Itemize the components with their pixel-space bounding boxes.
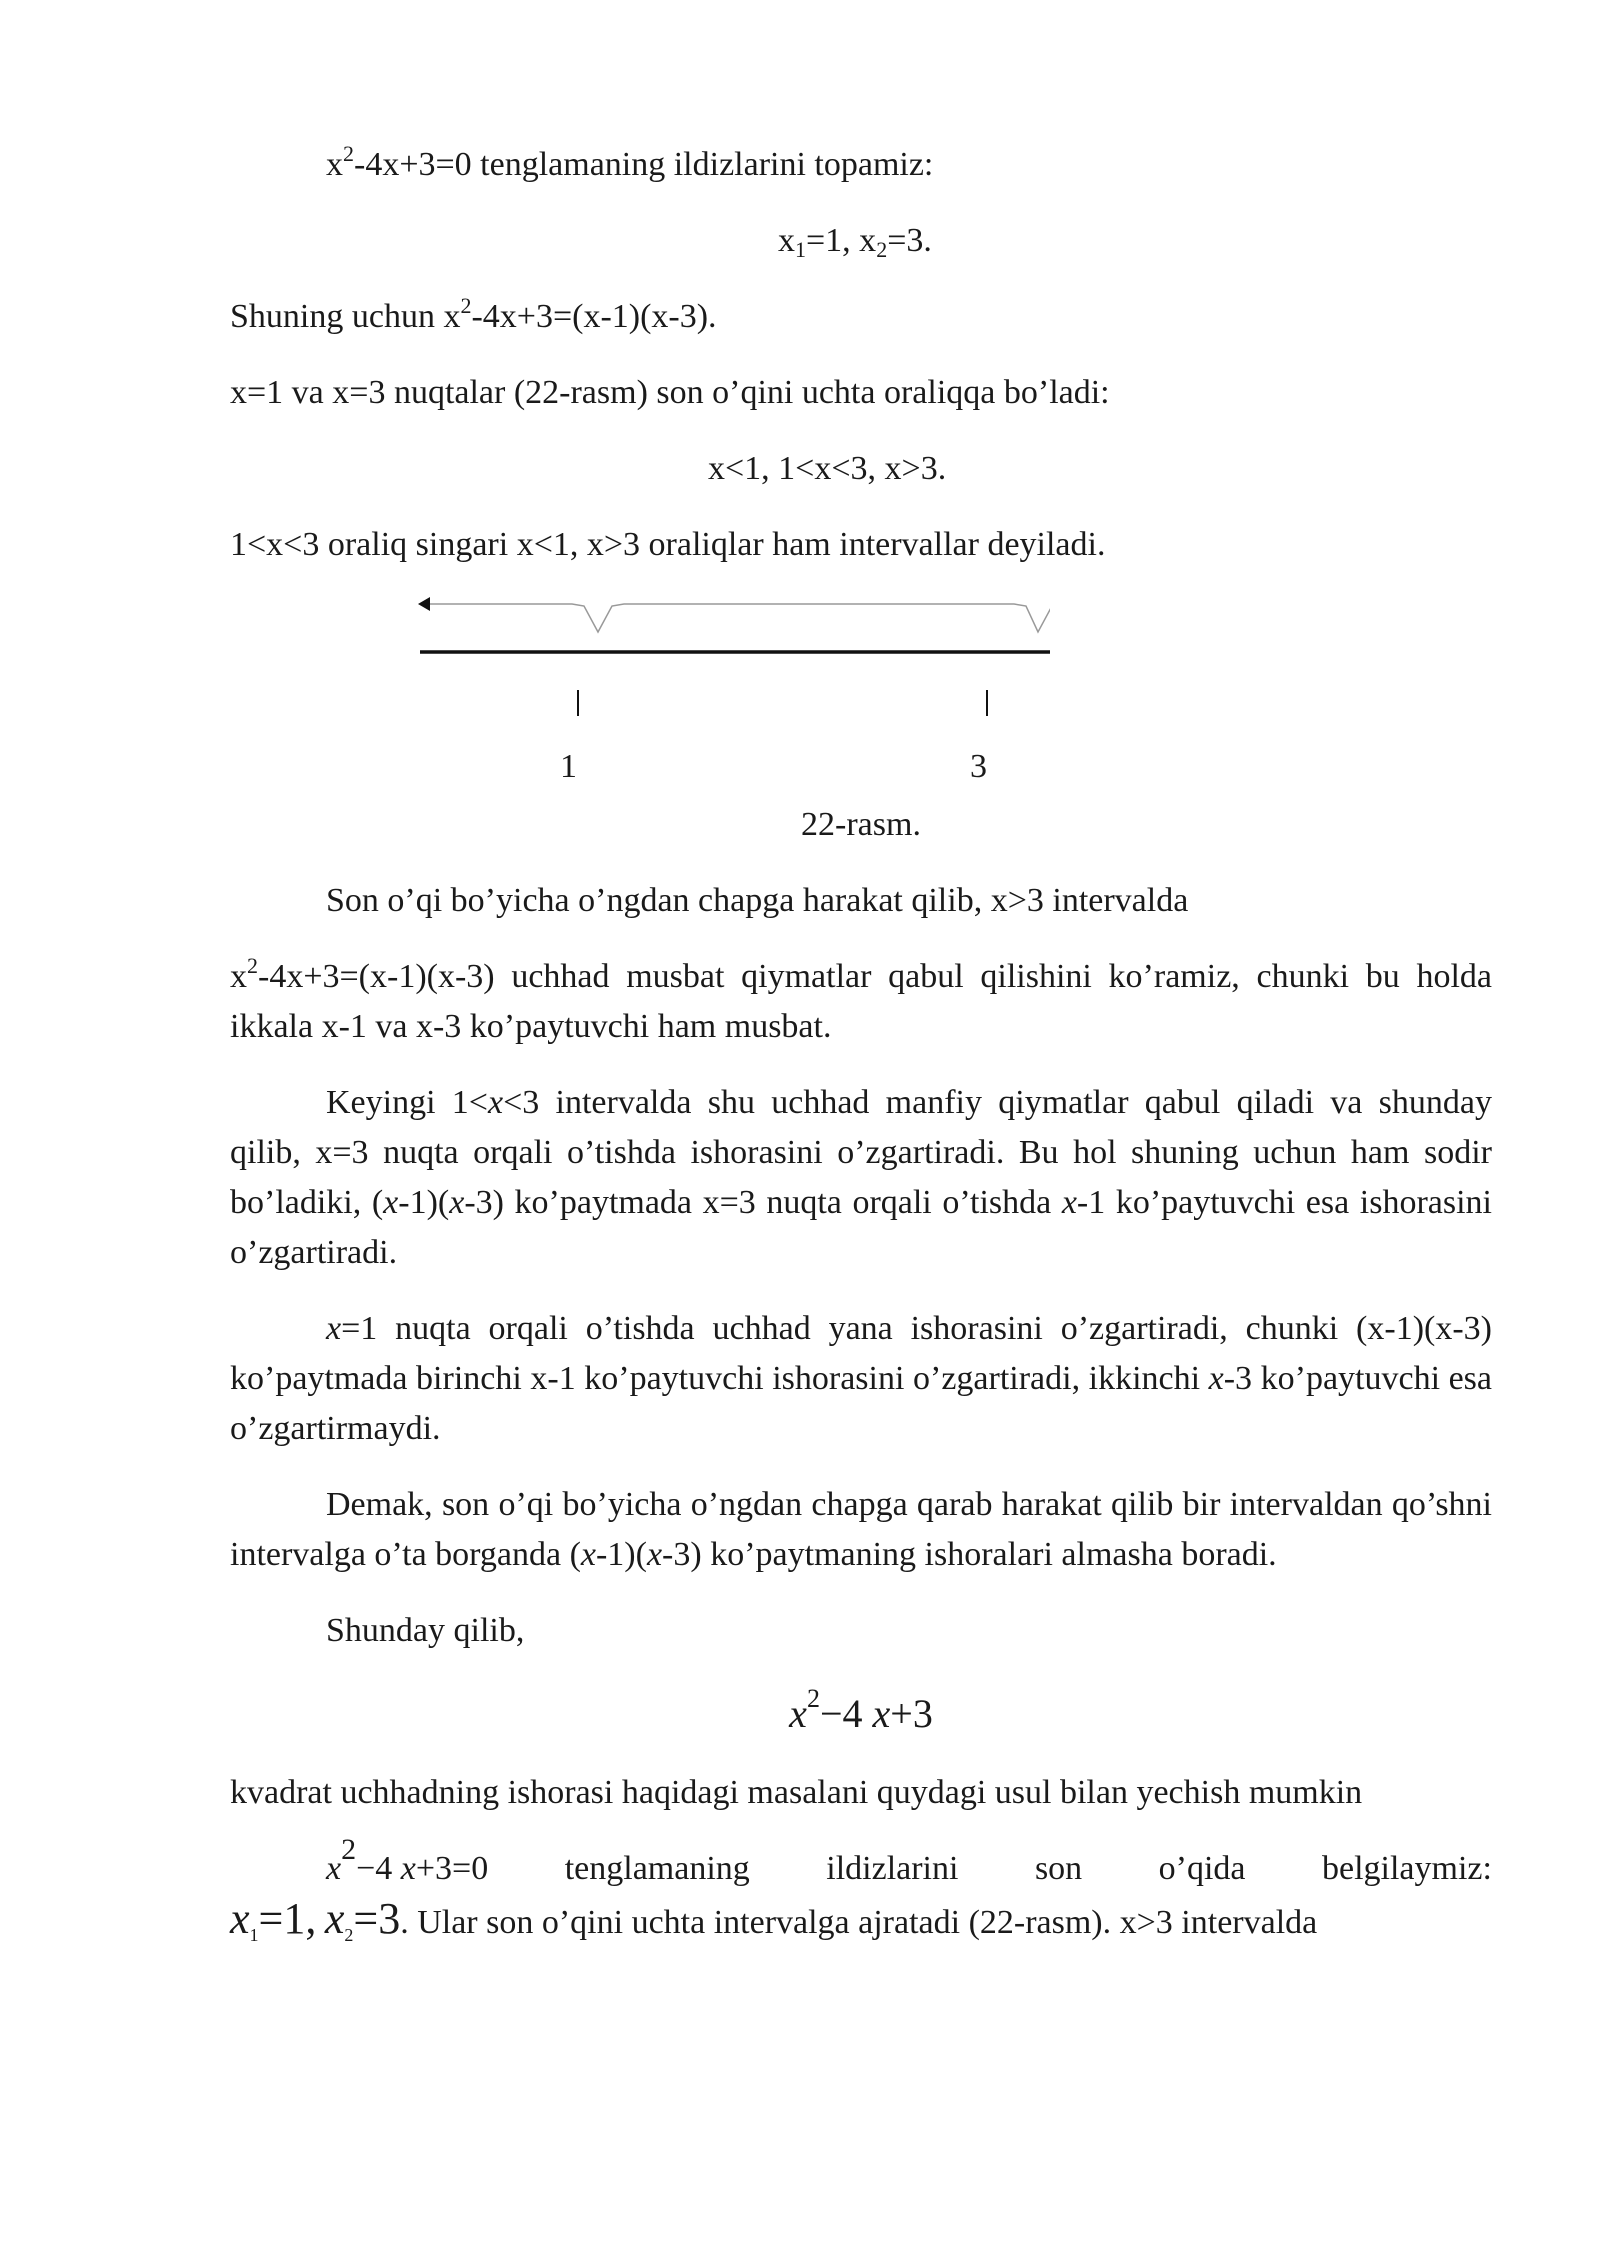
- p3-e: -1 ko’paytuvchi esa ishorasini o’zgartiradi.: [230, 1184, 1492, 1271]
- word-5: belgilaymiz:: [1322, 1850, 1492, 1887]
- roots-text: =1, x: [806, 222, 877, 259]
- p5-b: -1)(: [595, 1536, 647, 1573]
- eq-end: +3=0: [415, 1850, 489, 1887]
- word-3: son: [1034, 1850, 1083, 1887]
- paragraph-6: Shunday qilib,: [326, 1612, 525, 1649]
- paragraph-1: Son o’qi bo’yicha o’ngdan chapga harakat qilib, x>3 intervalda: [326, 882, 1189, 919]
- line-equation-intro-text: -4x+3=0 tenglamaning ildizlarini topamiz:: [354, 146, 934, 183]
- p3-d: -3) ko’paytmada x=3 nuqta orqali o’tishda: [464, 1184, 1062, 1221]
- p3-b: <3 intervalda shu uchhad manfiy qiymatlar qabul qiladi va shunday qilib, x=3 nuqta orqali o’tishda ishorasini o’zgartiradi. Bu hol shuning uchun ham sodir bo’ladiki, (: [230, 1084, 1492, 1221]
- paragraph-7: kvadrat uchhadning ishorasi haqidagi masalani quydagi usul bilan yechish mumkin: [230, 1774, 1363, 1811]
- root-x1-val: =1,: [258, 1894, 317, 1943]
- document-page: [230, 140, 1492, 1948]
- root-x1: $x_1=1$,: [230, 1894, 317, 1945]
- formula-mid: −4: [819, 1691, 873, 1736]
- eq-mid: −4: [356, 1850, 401, 1887]
- tick-label-3: 3: [970, 748, 987, 785]
- formula-trinomial: $x^2-4$ x+3: [789, 1684, 933, 1736]
- p4-c: -3 ko’paytuvchi esa o’zgartirmaydi.: [230, 1360, 1492, 1447]
- root-x2: $x_2=3$: [324, 1894, 401, 1945]
- equation-inline: x2−4 x+3=0: [326, 1833, 489, 1887]
- line-intervals: x<1, 1<x<3, x>3.: [708, 450, 947, 487]
- line-intervals-note: 1<x<3 oraliq singari x<1, x>3 oraliqlar ham intervallar deyiladi.: [230, 526, 1106, 563]
- line-factorization: Shuning uchun $x^2-4x+3=(x-1)(x-3)$.: [230, 293, 717, 335]
- number-line-figure: [230, 596, 1492, 796]
- paragraph-2-text: -4x+3=(x-1)(x-3) uchhad musbat qiymatlar qabul qilishini ko’ramiz, chunki bu holda ikkala x-1 va x-3 ko’paytuvchi ham musbat.: [230, 958, 1492, 1045]
- upper-arrow-right: [230, 596, 1050, 796]
- p3-c: -1)(: [398, 1184, 450, 1221]
- factorization-tail: -4x+3=(x-1)(x-3).: [471, 298, 717, 335]
- paragraph-3: Keyingi 1<x<3 intervalda shu uchhad manfiy qiymatlar qabul qiladi va shunday qilib, x=3 nuqta orqali o’tishda ishorasini o’zgartiradi. Bu hol shuning uchun ham sodir bo’ladiki, (x-1)(x-3) ko’paytmada x=3 nuqta orqali o’tishda x-1 ko’paytuvchi esa ishorasini o’zgartiradi.: [230, 1084, 1492, 1271]
- paragraph-9: [230, 1894, 1492, 1948]
- roots-tail: =3.: [887, 222, 932, 259]
- p5-c: -3) ko’paytmaning ishoralari almasha boradi.: [662, 1536, 1277, 1573]
- word-2: ildizlarini: [826, 1850, 959, 1887]
- formula-end: +3: [890, 1691, 933, 1736]
- word-4: o’qida: [1158, 1850, 1246, 1887]
- line-equation-intro: $x^2-4x+3=0$ tenglamaning ildizlarini topamiz:: [326, 141, 934, 183]
- p3-a: Keyingi 1<: [326, 1084, 488, 1121]
- word-1: tenglamaning: [564, 1850, 750, 1887]
- factorization-head: Shuning uchun x: [230, 298, 461, 335]
- paragraph-4: x=1 nuqta orqali o’tishda uchhad yana ishorasini o’zgartiradi, chunki (x-1)(x-3) ko’paytmada birinchi x-1 ko’paytuvchi ishorasini o’zgartiradi, ikkinchi x-3 ko’paytuvchi esa o’zgartirmaydi.: [230, 1310, 1492, 1447]
- root-x2-val: =3: [353, 1894, 401, 1943]
- p5-a: Demak, son o’qi bo’yicha o’ngdan chapga qarab harakat qilib bir intervaldan qo’shni intervalga o’ta borganda (: [230, 1486, 1492, 1573]
- p4-b: =1 nuqta orqali o’tishda uchhad yana ishorasini o’zgartiradi, chunki (x-1)(x-3) ko’paytmada birinchi x-1 ko’paytuvchi ishorasini o’zgartiradi, ikkinchi: [230, 1310, 1492, 1397]
- paragraph-2: $x^2-4x+3=(x-1)(x-3)$ uchhad musbat qiymatlar qabul qilishini ko’ramiz, chunki bu holda ikkala x-1 va x-3 ko’paytuvchi ham musbat.: [230, 953, 1492, 1045]
- paragraph-8: [230, 1833, 1492, 1894]
- line-roots: $x_1=1$, $x_2=3$.: [778, 222, 932, 262]
- paragraph-9-text: . Ular son o’qini uchta intervalga ajratadi (22-rasm). x>3 intervalda: [400, 1904, 1318, 1941]
- line-points: x=1 va x=3 nuqtalar (22-rasm) son o’qini uchta oraliqqa bo’ladi:: [230, 374, 1110, 411]
- figure-caption: 22-rasm.: [801, 806, 921, 843]
- paragraph-5: Demak, son o’qi bo’yicha o’ngdan chapga qarab harakat qilib bir intervaldan qo’shni intervalga o’ta borganda (x-1)(x-3) ko’paytmaning ishoralari almasha boradi.: [230, 1486, 1492, 1573]
- tick-label-1: 1: [560, 748, 577, 785]
